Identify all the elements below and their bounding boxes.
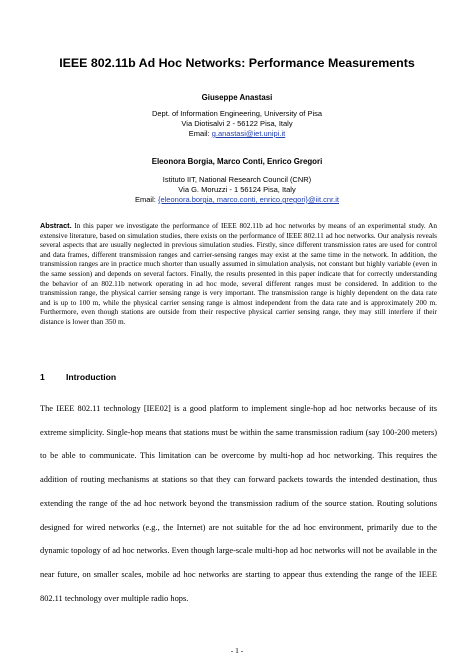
author-names-2: Eleonora Borgia, Marco Conti, Enrico Gregori: [151, 157, 323, 166]
affiliation-block-1: [0, 109, 474, 139]
body-paragraph: The IEEE 802.11 technology [IEE02] is a good platform to implement single-hop ad hoc networks because of its extreme simplicity. Single-hop means that stations must be within the same transmission radium (say 100-200 meters) to be able to communicate. This limitation can be overcome by multi-hop ad hoc networking. This requires the addition of routing mechanisms at stations so that they can forward packets towards the intended destination, thus extending the range of the ad hoc network beyond the transmission radium of the source station. Routing solutions designed for wired networks (e.g., the Internet) are not suitable for the ad hoc environment, primarily due to the dynamic topology of ad hoc networks. Even though large-scale multi-hop ad hoc networks will not be available in the near future, on smaller scales, mobile ad hoc networks are starting to appear thus extending the range of the IEEE 802.11 technology over multiple radio hops.: [40, 404, 437, 603]
paper-title: IEEE 802.11b Ad Hoc Networks: Performance Measurements: [59, 56, 415, 70]
section-number: 1: [40, 372, 45, 382]
affiliation-2-email-line: [0, 195, 474, 205]
affiliation-2-line-2: Via G. Moruzzi - 1 56124 Pisa, Italy: [178, 185, 296, 194]
abstract-label: Abstract.: [40, 221, 72, 230]
email-label-2: Email:: [135, 195, 158, 204]
author-name-1: Giuseppe Anastasi: [201, 93, 273, 102]
affiliation-2-line-1: Istituto IIT, National Research Council (CNR): [162, 175, 312, 184]
section-title: Introduction: [66, 372, 117, 382]
section-heading: [40, 372, 437, 382]
email-link-1[interactable]: g.anastasi@iet.unipi.it: [211, 129, 286, 138]
abstract-text: In this paper we investigate the performance of IEEE 802.11b ad hoc networks by means of an experimental study. An extensive literature, based on simulation studies, there exists on the performance of IEEE 802.11 ad hoc networks. Our analysis reveals several aspects that are usually neglected in previous simulation studies. Firstly, since different transmission rates are used for control and data frames, different transmission ranges and carrier-sensing ranges may exist at the same time in the network. In addition, the transmission ranges are in practice much shorter than usually assumed in simulation analysis, not constant but highly variable (even in the same session) and depends on several factors. Finally, the results presented in this paper indicate that for correctly understanding the behavior of an 802.11b network operating in ad hoc mode, several different ranges must be considered. In addition to the transmission range, the physical carrier sensing range is very important. The transmission range is highly dependent on the data rate and is up to 100 m, while the physical carrier sensing range is almost independent from the data rate and is approximately 200 m. Furthermore, even though stations are outside from their respective physical carrier sensing range, they may still interfere if their distance is lower than 350 m.: [40, 221, 437, 326]
affiliation-1-line-2: Via Diotisalvi 2 - 56122 Pisa, Italy: [181, 119, 293, 128]
affiliation-1-line-1: Dept. of Information Engineering, University of Pisa: [151, 109, 323, 118]
affiliation-block-2: [0, 175, 474, 205]
page-number: - 1 -: [230, 646, 244, 655]
affiliation-1-email-line: [0, 129, 474, 139]
email-label-1: Email:: [188, 129, 212, 138]
abstract-paragraph: [40, 221, 437, 327]
email-link-2[interactable]: {eleonora.borgia, marco.conti, enrico.gregori}@iit.cnr.it: [157, 195, 339, 204]
